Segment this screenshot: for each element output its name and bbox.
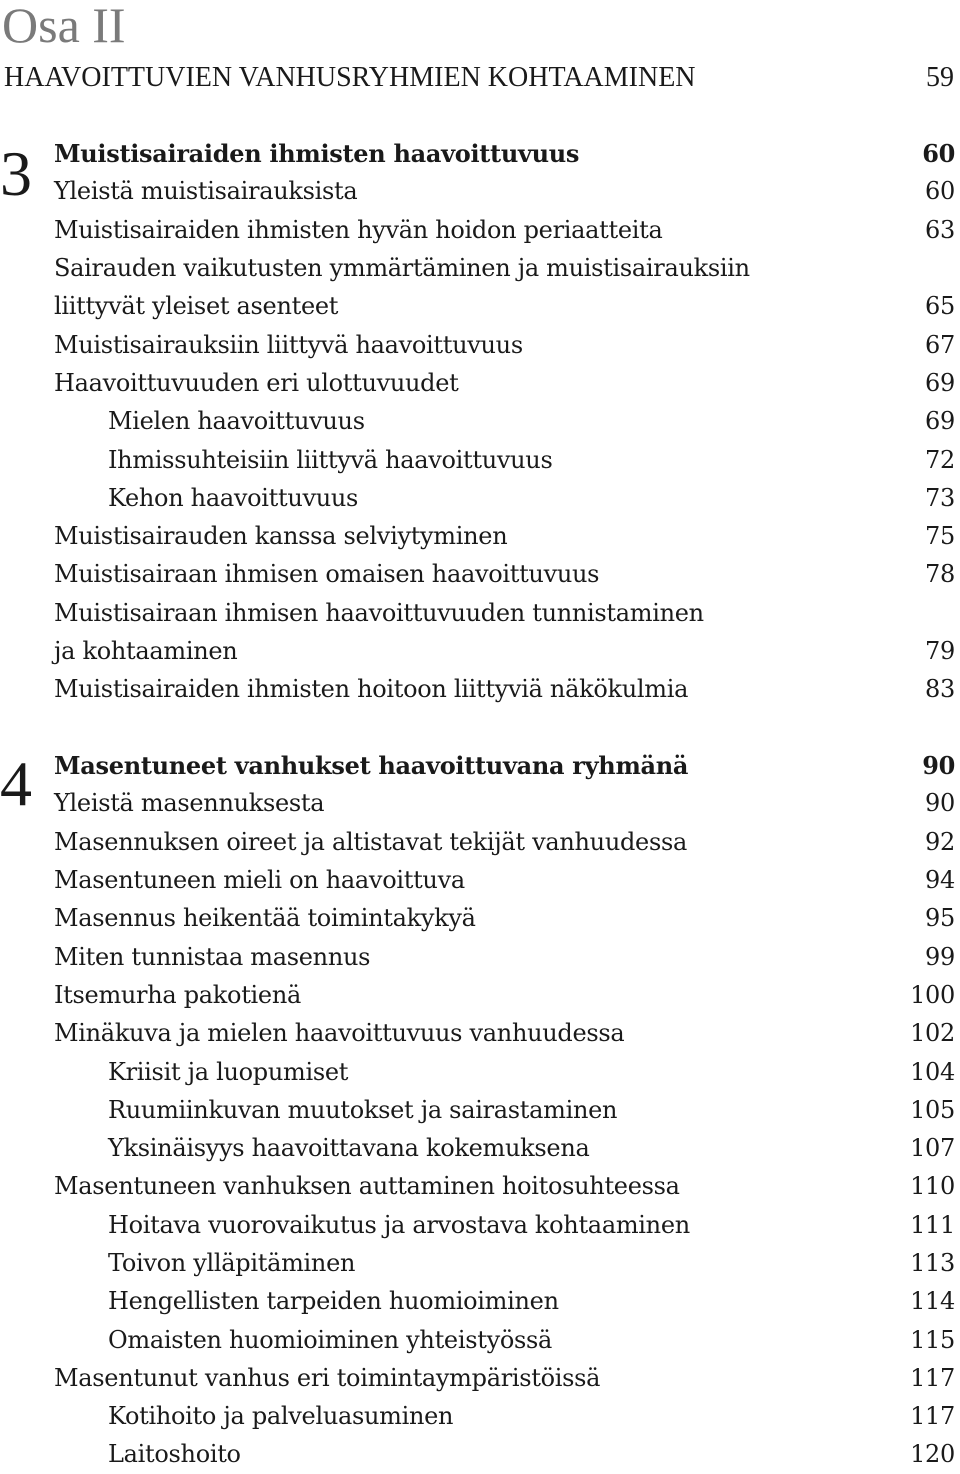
toc-entry[interactable]: liittyvät yleiset asenteet 65 <box>54 292 955 321</box>
toc-subentry[interactable]: Hoitava vuorovaikutus ja arvostava kohtaaminen 111 <box>108 1210 955 1239</box>
toc-entry[interactable]: Miten tunnistaa masennus 99 <box>54 942 955 971</box>
chapter-number: 4 <box>0 748 32 819</box>
chapter-number: 3 <box>0 138 32 209</box>
toc-entry[interactable]: Muistisairauden kanssa selviytyminen 75 <box>54 522 955 551</box>
toc-subentry[interactable]: Kriisit ja luopumiset 104 <box>108 1057 955 1086</box>
toc-entry[interactable]: ja kohtaaminen 79 <box>54 637 955 665</box>
toc-entry[interactable]: Minäkuva ja mielen haavoittuvuus vanhuudessa 102 <box>54 1019 955 1048</box>
toc-entry[interactable]: Muistisairaiden ihmisten hoitoon liittyviä näkökulmia 83 <box>54 675 955 704</box>
part-label: Osa II <box>2 0 126 53</box>
toc-entry[interactable]: Muistisairauksiin liittyvä haavoittuvuus 67 <box>54 330 955 359</box>
toc-entry[interactable]: Masentuneen vanhuksen auttaminen hoitosuhteessa 110 <box>54 1172 955 1201</box>
toc-entry[interactable]: Itsemurha pakotienä 100 <box>54 980 955 1009</box>
toc-subentry[interactable]: Mielen haavoittuvuus 69 <box>108 407 955 436</box>
toc-subentry[interactable]: Ruumiinkuvan muutokset ja sairastaminen 105 <box>108 1095 955 1124</box>
toc-subentry[interactable]: Kotihoito ja palveluasuminen 117 <box>108 1402 955 1431</box>
toc-entry[interactable]: Sairauden vaikutusten ymmärtäminen ja muistisairauksiin <box>54 254 750 283</box>
part-page: 59 <box>926 62 954 93</box>
toc-entry[interactable]: Muistisairaiden ihmisten haavoittuvuus 60 <box>54 138 955 168</box>
toc-entry[interactable]: Masentuneet vanhukset haavoittuvana ryhmänä 90 <box>54 750 955 780</box>
chapter-entries <box>54 134 955 708</box>
toc-entry[interactable]: Yleistä muistisairauksista 60 <box>54 177 955 206</box>
toc-entry[interactable]: Muistisairaan ihmisen omaisen haavoittuvuus 78 <box>54 560 955 589</box>
part-heading <box>4 60 954 96</box>
toc-entry[interactable]: Muistisairaan ihmisen haavoittuvuuden tunnistaminen <box>54 598 704 627</box>
toc-subentry[interactable]: Yksinäisyys haavoittavana kokemuksena 107 <box>108 1134 955 1163</box>
toc-subentry[interactable]: Omaisten huomioiminen yhteistyössä 115 <box>108 1325 955 1354</box>
toc-entry[interactable]: Masennus heikentää toimintakykyä 95 <box>54 904 955 933</box>
toc-subentry[interactable]: Ihmissuhteisiin liittyvä haavoittuvuus 72 <box>108 445 955 474</box>
toc-subentry[interactable]: Kehon haavoittuvuus 73 <box>108 483 955 512</box>
toc-entry[interactable]: Yleistä masennuksesta 90 <box>54 789 955 818</box>
toc-entry[interactable]: Masentunut vanhus eri toimintaympäristöissä 117 <box>54 1363 955 1392</box>
toc-entry[interactable]: Masennuksen oireet ja altistavat tekijät vanhuudessa 92 <box>54 827 955 856</box>
chapter-entries <box>54 746 955 1474</box>
toc-entry[interactable]: Muistisairaiden ihmisten hyvän hoidon periaatteita 63 <box>54 215 955 244</box>
toc-entry[interactable]: Haavoittuvuuden eri ulottuvuudet 69 <box>54 368 955 397</box>
toc-subentry[interactable]: Hengellisten tarpeiden huomioiminen 114 <box>108 1287 955 1316</box>
toc-subentry[interactable]: Toivon ylläpitäminen 113 <box>108 1249 955 1277</box>
toc-entry[interactable]: Masentuneen mieli on haavoittuva 94 <box>54 866 955 895</box>
toc-subentry[interactable]: Laitoshoito 120 <box>108 1440 955 1469</box>
part-title: HAAVOITTUVIEN VANHUSRYHMIEN KOHTAAMINEN <box>4 62 696 93</box>
